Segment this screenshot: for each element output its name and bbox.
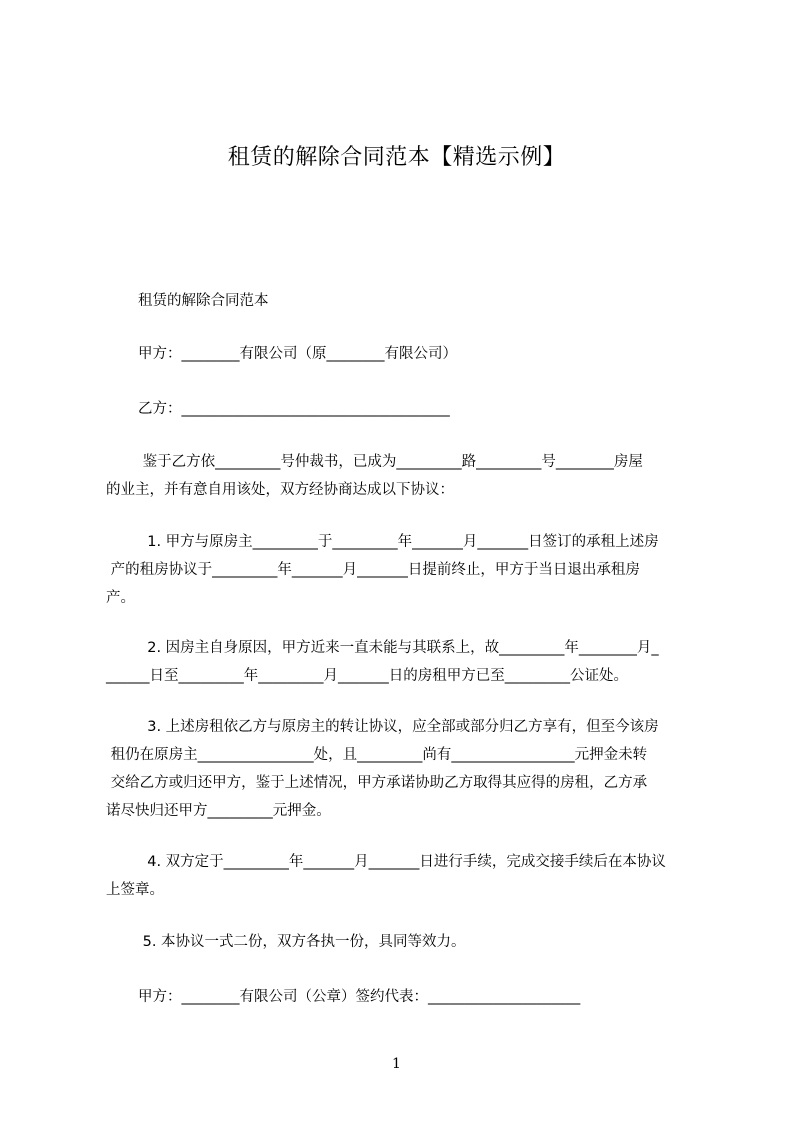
page-title: 租赁的解除合同范本【精选示例】 (227, 145, 566, 170)
contract-heading: 租赁的解除合同范本 (138, 293, 269, 309)
signature-line: 甲方：________有限公司（公章）签约代表：_____________________ (138, 989, 581, 1005)
clause-1-line-3: 产。 (106, 590, 135, 606)
clause-3-line-4: 诺尽快归还甲方_________元押金。 (106, 803, 331, 819)
clause-1-line-1: 1. 甲方与原房主_________于_________年_______月_______日签订的承租上述房 (138, 534, 659, 550)
clause-2-line-1: 2. 因房主自身原因，甲方近来一直未能与其联系上，故_________年________月_ (138, 640, 659, 656)
clause-1-line-2: 产的租房协议于_________年_______月_______日提前终止，甲方于当日退出承租房 (106, 562, 640, 578)
clause-4-line-1: 4. 双方定于_________年_______月_______日进行手续，完成交接手续后在本协议 (138, 854, 666, 870)
clause-3-line-1: 3. 上述房租依乙方与原房主的转让协议，应全部或部分归乙方享有，但至今该房 (138, 719, 659, 735)
page-number: 1 (392, 1056, 401, 1072)
clause-2-line-2: ______日至_________年_________月_______日的房租甲方已至_________公证处。 (106, 668, 628, 684)
preamble-line-1: 鉴于乙方依_________号仲裁书，已成为_________路_________号________房屋 (138, 454, 643, 470)
clause-4-line-2: 上签章。 (106, 882, 164, 898)
party-a-line: 甲方：________有限公司（原________有限公司） (138, 346, 457, 362)
party-b-line: 乙方：_____________________________________ (138, 401, 450, 417)
preamble-line-2: 的业主，并有意自用该处，双方经协商达成以下协议： (106, 482, 454, 498)
clause-5-line: 5. 本协议一式二份，双方各执一份，具同等效力。 (138, 934, 466, 950)
clause-3-line-3: 交给乙方或归还甲方，鉴于上述情况，甲方承诺协助乙方取得其应得的房租，乙方承 (106, 775, 648, 791)
clause-3-line-2: 租仍在原房主________________处，且_________尚有_________________元押金未转 (106, 747, 648, 763)
